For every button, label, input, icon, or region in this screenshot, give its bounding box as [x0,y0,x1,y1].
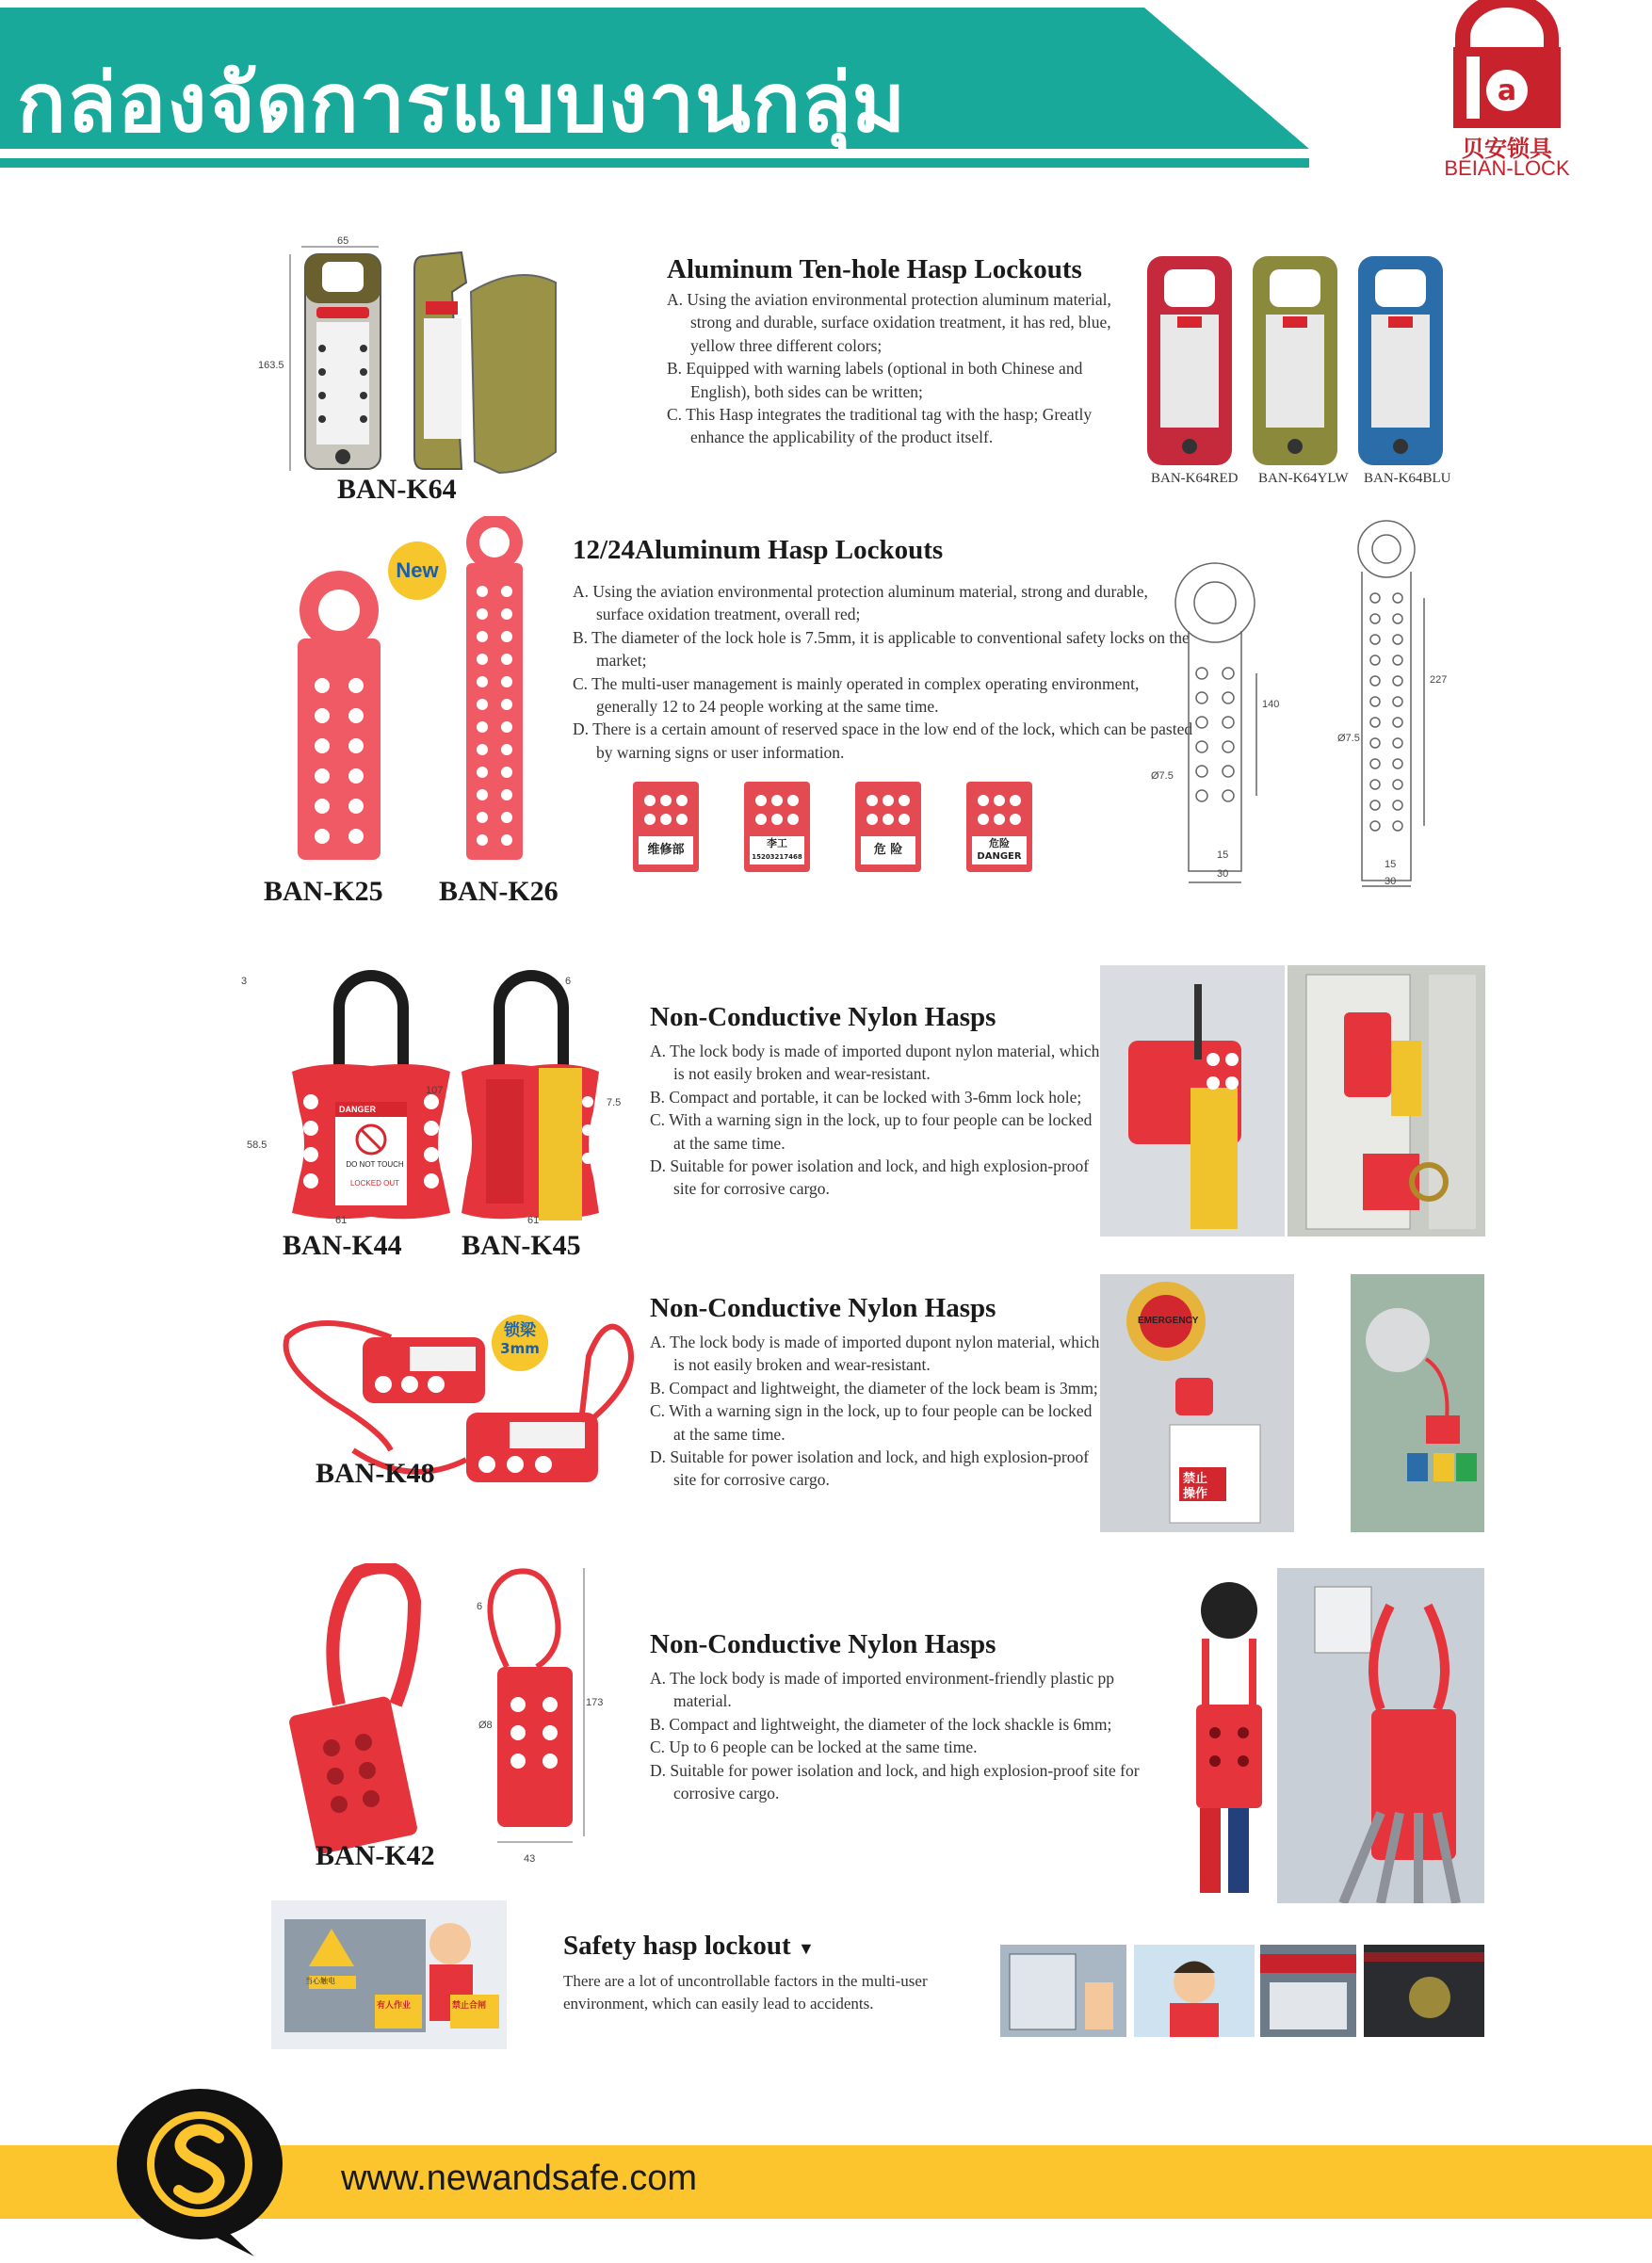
k44-item-b: B. Compact and portable, it can be locked with 3-6mm lock hole; [650,1087,1082,1107]
svg-text:a: a [1497,74,1517,107]
k45-model-label: BAN-K45 [462,1230,581,1261]
k64-variant-yellow: BAN-K64YLW [1258,471,1349,486]
k44-item-c: C. With a warning sign in the lock, up to four people can be locked at the same time. [650,1110,1093,1153]
k64-item-b: B. Equipped with warning labels (optional in both Chinese and English), both sides can be written; [667,359,1083,401]
k45-dim-side: 7.5 [607,1097,622,1108]
tag-card [633,782,699,872]
k42-dim-a: 6 [477,1601,483,1612]
k64-item-c: C. This Hasp integrates the traditional tag with the hasp; Greatly enhance the applicability of the product itself. [667,405,1093,447]
k25-item-a: A. Using the aviation environmental protection aluminum material, strong and durable, surface oxidation treatment, overall red; [573,582,1148,624]
k44-application-photo-2 [1288,965,1485,1237]
k26-model-label: BAN-K26 [439,876,559,907]
k25-k26-product-image [283,516,565,865]
k44-section-title: Non-Conductive Nylon Hasps [650,1002,996,1032]
k64-dim-width: 65 [337,235,349,247]
safety-section-body: There are a lot of uncontrollable factors in the multi-user environment, which can easily lead to accidents. [563,1972,928,2013]
k25-item-d: D. There is a certain amount of reserved space in the low end of the lock, which can be pasted by warning signs or user information. [573,719,1193,762]
k64-model-label: BAN-K64 [337,474,457,505]
k42-model-label: BAN-K42 [316,1840,435,1871]
k48-item-a: A. The lock body is made of imported dupont nylon material, which is not easily broken and wear-resistant. [650,1333,1100,1375]
k42-dim-b: Ø8 [478,1720,493,1731]
tag-label: 李工 15203217468 [750,836,804,865]
k48-item-c: C. With a warning sign in the lock, up to four people can be locked at the same time. [650,1401,1093,1444]
k42-product-image [283,1563,603,1874]
k48-photo-sign-line2: 操作 [1183,1487,1208,1501]
logo-chinese-text: 贝安锁具 [1462,136,1552,162]
k26-dim-height: 227 [1430,674,1448,686]
k44-section-body [650,1040,1102,1201]
k42-application-photo-1 [1177,1573,1281,1902]
k48-photo-sign-line1: 禁止 [1183,1472,1208,1486]
k48-badge-line1: 锁梁 [504,1321,536,1340]
k26-dim-width-b: 30 [1385,876,1397,887]
k64-variant-red: BAN-K64RED [1151,471,1239,486]
k48-item-b: B. Compact and lightweight, the diameter of the lock beam is 3mm; [650,1378,1098,1398]
k25-k26-technical-drawing [1140,513,1479,890]
k26-dim-width-a: 15 [1385,859,1397,870]
tag-card [855,782,921,872]
tag-label: 维修部 [639,836,693,865]
k48-badge-line2: 3mm [500,1340,540,1357]
k44-label-danger: DANGER [339,1105,377,1114]
k42-item-c: C. Up to 6 people can be locked at the same time. [650,1738,978,1757]
k44-dim-a: 3 [241,976,248,987]
k25-section-title: 12/24Aluminum Hasp Lockouts [573,535,944,565]
safety-photo-4 [1364,1945,1484,2037]
k44-model-label: BAN-K44 [283,1230,402,1261]
k44-label-lockedout: LOCKED OUT [349,1179,399,1188]
k64-section-title: Aluminum Ten-hole Hasp Lockouts [667,254,1082,284]
k25-item-c: C. The multi-user management is mainly operated in complex operating environment, generally 12 to 24 people working at the same time. [573,673,1140,717]
tag-label: 危 险 [861,836,915,865]
k25-item-b: B. The diameter of the lock hole is 7.5mm, it is applicable to conventional safety locks on the market; [573,627,1190,671]
k44-dim-width: 61 [335,1215,348,1226]
tag-card [966,782,1032,872]
k42-section-body [650,1667,1168,1804]
k45-dim-width: 61 [527,1215,540,1226]
footer-website-link[interactable]: www.newandsafe.com [341,2158,698,2198]
k42-item-b: B. Compact and lightweight, the diameter of the lock shackle is 6mm; [650,1714,1112,1734]
k48-application-photo-1 [1100,1274,1294,1532]
k44-label-donottouch: DO NOT TOUCH [346,1160,404,1169]
k42-application-photo-2 [1277,1568,1484,1903]
caret-down-icon: ▼ [797,1939,815,1958]
k48-section-title: Non-Conductive Nylon Hasps [650,1293,996,1323]
safety-illustration-sign-2: 有人作业 [377,2001,412,2011]
k48-section-body [650,1331,1102,1492]
k42-dim-width: 43 [524,1853,536,1865]
k42-item-d: D. Suitable for power isolation and lock, and high explosion-proof site for corrosive cargo. [650,1760,1140,1803]
k48-beam-badge [492,1315,548,1371]
k44-item-d: D. Suitable for power isolation and lock, and high explosion-proof site for corrosive cargo. [650,1156,1090,1199]
k64-color-variants-image [1140,254,1460,471]
k48-model-label: BAN-K48 [316,1458,435,1489]
k25-dim-width-b: 30 [1217,868,1229,880]
k25-section-body [573,580,1194,764]
logo-english-text: BEIAN-LOCK [1444,156,1570,180]
k45-dim-b: 6 [565,976,572,987]
k48-photo-emergency-text: EMERGENCY [1138,1316,1199,1326]
k64-product-image [273,226,575,480]
k25-dim-hole: Ø7.5 [1151,770,1174,782]
safety-section-title [563,1931,815,1962]
k44-application-photo-1 [1100,965,1285,1237]
k64-section-body [667,288,1138,449]
page-title: กล่องจัดการแบบงานกลุ่ม [17,57,907,151]
safety-illustration [271,1900,507,2049]
tag-label: 危险 DANGER [972,836,1027,865]
k42-section-title: Non-Conductive Nylon Hasps [650,1629,996,1659]
k25-model-label: BAN-K25 [264,876,383,907]
new-badge-label: New [396,558,439,582]
k48-item-d: D. Suitable for power isolation and lock, and high explosion-proof site for corrosive cargo. [650,1447,1090,1490]
k42-dim-height: 173 [586,1697,604,1708]
k44-k45-product-image [273,970,603,1224]
k44-dim-side: 58.5 [247,1140,267,1151]
k25-dim-height: 140 [1262,699,1280,710]
k48-application-photo-2 [1351,1274,1484,1532]
tag-card [744,782,810,872]
safety-photo-3 [1260,1945,1356,2037]
k64-dim-height: 163.5 [258,360,284,371]
k64-variant-blue: BAN-K64BLU [1364,471,1451,486]
safety-illustration-sign-3: 禁止合闸 [452,2001,487,2011]
k25-dim-width-a: 15 [1217,849,1229,861]
k64-item-a: A. Using the aviation environmental protection aluminum material, strong and durable, surface oxidation treatment, it has red, blue, yellow three different colors; [667,290,1111,355]
safety-photo-2 [1134,1945,1255,2037]
safety-illustration-sign-1: 当心触电 [305,1977,335,1985]
k26-dim-hole: Ø7.5 [1337,733,1360,744]
k44-dim-height: 107 [426,1085,444,1096]
safety-photo-1 [1000,1945,1126,2037]
safety-title-text: Safety hasp lockout [563,1931,791,1961]
newandsafe-logo-icon [113,2089,292,2256]
k42-item-a: A. The lock body is made of imported environment-friendly plastic pp material. [650,1669,1114,1711]
k44-item-a: A. The lock body is made of imported dupont nylon material, which is not easily broken and wear-resistant. [650,1042,1100,1084]
